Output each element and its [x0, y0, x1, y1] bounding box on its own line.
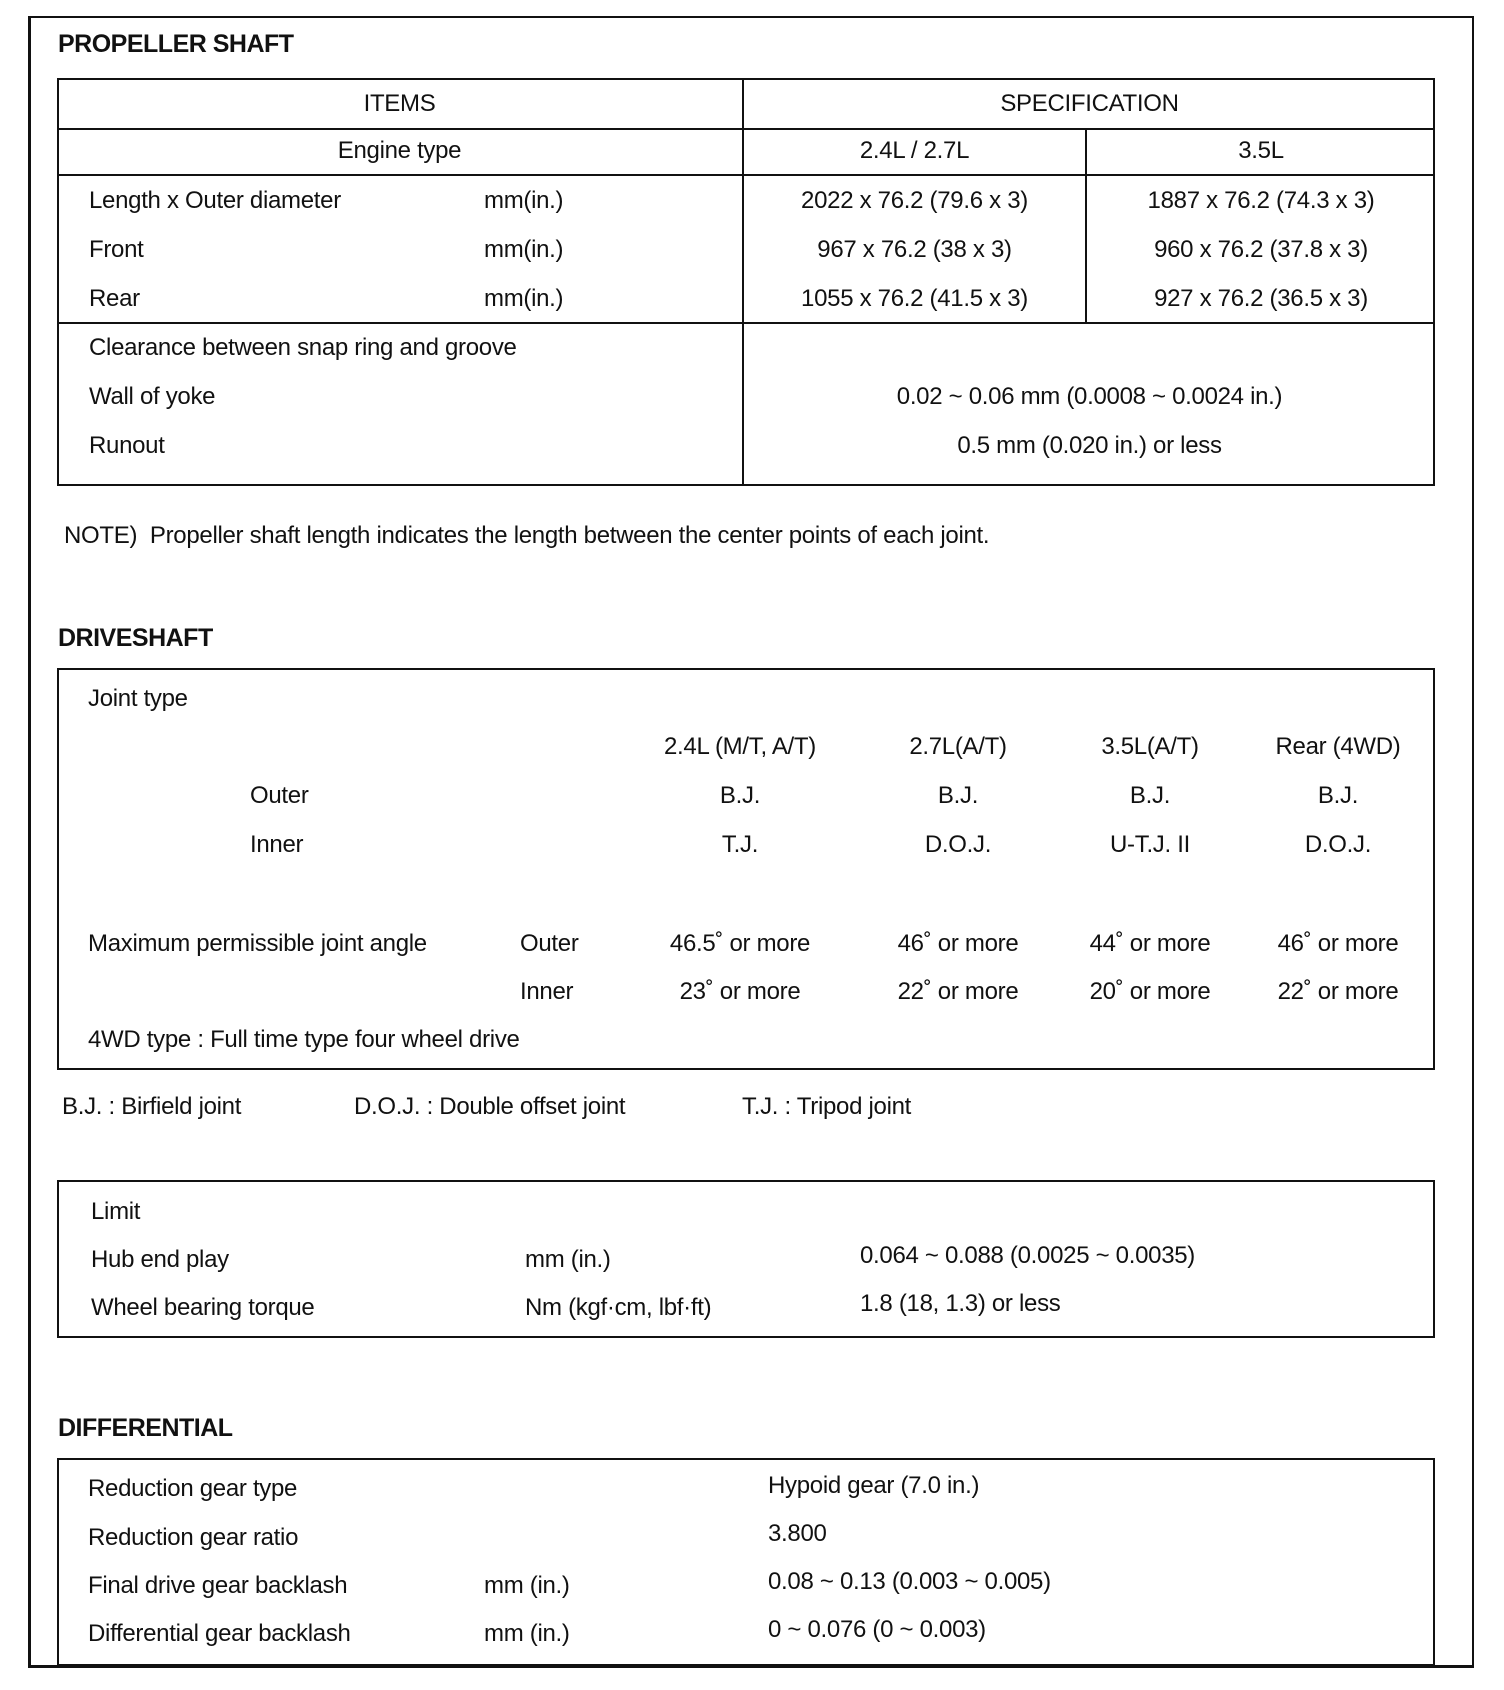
- row-unit: mm (in.): [484, 1572, 570, 1599]
- row-value: 0 ~ 0.076 (0 ~ 0.003): [768, 1616, 986, 1643]
- row-value: 0.064 ~ 0.088 (0.0025 ~ 0.0035): [860, 1242, 1195, 1269]
- row-value: D.O.J.: [924, 831, 992, 858]
- row-value: 1.8 (18, 1.3) or less: [860, 1290, 1061, 1317]
- legend-item: D.O.J. : Double offset joint: [354, 1093, 626, 1120]
- row-label: Outer: [520, 930, 579, 957]
- row-value-1: 1055 x 76.2 (41.5 x 3): [801, 285, 1028, 312]
- row-label: Inner: [250, 831, 304, 858]
- row-value: Hypoid gear (7.0 in.): [768, 1472, 980, 1499]
- row-value: 0.08 ~ 0.13 (0.003 ~ 0.005): [768, 1568, 1051, 1595]
- row-value: 0.5 mm (0.020 in.) or less: [957, 432, 1222, 459]
- row-value-2: 960 x 76.2 (37.8 x 3): [1154, 236, 1368, 263]
- row-item: Front: [89, 236, 144, 263]
- row-value: 46˚ or more: [897, 930, 1019, 957]
- row-unit: mm (in.): [484, 1620, 570, 1647]
- row-value-1: 2022 x 76.2 (79.6 x 3): [801, 187, 1028, 214]
- limit-label: Limit: [91, 1198, 141, 1225]
- row-item: Clearance between snap ring and groove: [89, 334, 517, 361]
- row-item: Wheel bearing torque: [91, 1294, 315, 1321]
- row-item: Runout: [89, 432, 165, 459]
- row-unit: mm(in.): [484, 285, 564, 312]
- column-header: 3.5L(A/T): [1101, 733, 1199, 760]
- row-value-1: 967 x 76.2 (38 x 3): [817, 236, 1012, 263]
- propeller-shaft-title: PROPELLER SHAFT: [58, 30, 294, 58]
- driveshaft-title: DRIVESHAFT: [58, 624, 213, 652]
- row-value: 22˚ or more: [1277, 978, 1399, 1005]
- row-item: Wall of yoke: [89, 383, 216, 410]
- row-item: Rear: [89, 285, 140, 312]
- column-header: 2.7L(A/T): [909, 733, 1007, 760]
- row-item: Reduction gear ratio: [88, 1524, 299, 1551]
- joint-type-label: Joint type: [88, 685, 188, 712]
- subheader-col2: 3.5L: [1238, 137, 1284, 164]
- row-value: 46˚ or more: [1277, 930, 1399, 957]
- row-value: B.J.: [719, 782, 761, 809]
- row-label: Inner: [520, 978, 574, 1005]
- legend-item: T.J. : Tripod joint: [742, 1093, 912, 1120]
- row-value: U-T.J. II: [1110, 831, 1190, 858]
- row-unit: Nm (kgf·cm, lbf·ft): [525, 1294, 712, 1321]
- row-value: B.J.: [1317, 782, 1359, 809]
- row-value: 44˚ or more: [1089, 930, 1211, 957]
- driveshaft-table: [57, 668, 1435, 1070]
- row-item: Final drive gear backlash: [88, 1572, 348, 1599]
- differential-title: DIFFERENTIAL: [58, 1414, 233, 1442]
- row-item: Hub end play: [91, 1246, 229, 1273]
- subheader-col1: 2.4L / 2.7L: [859, 137, 970, 164]
- row-value: 20˚ or more: [1089, 978, 1211, 1005]
- row-item: Length x Outer diameter: [89, 187, 341, 214]
- header-specification: SPECIFICATION: [1000, 90, 1179, 117]
- row-value: 3.800: [768, 1520, 827, 1547]
- table-divider: [57, 322, 1435, 324]
- legend-item: B.J. : Birfield joint: [62, 1093, 242, 1120]
- row-value-2: 1887 x 76.2 (74.3 x 3): [1147, 187, 1375, 214]
- row-value: 22˚ or more: [897, 978, 1019, 1005]
- row-value-2: 927 x 76.2 (36.5 x 3): [1154, 285, 1368, 312]
- propeller-shaft-note: NOTE) Propeller shaft length indicates the length between the center points of each joint.: [64, 522, 990, 549]
- row-value: 0.02 ~ 0.06 mm (0.0008 ~ 0.0024 in.): [896, 383, 1283, 410]
- row-value: B.J.: [937, 782, 979, 809]
- column-header: 2.4L (M/T, A/T): [664, 733, 816, 760]
- row-value: 46.5˚ or more: [669, 930, 811, 957]
- angle-label: Maximum permissible joint angle: [88, 930, 427, 957]
- row-unit: mm (in.): [525, 1246, 611, 1273]
- table-divider: [57, 174, 1435, 176]
- row-value: D.O.J.: [1304, 831, 1372, 858]
- row-item: Reduction gear type: [88, 1475, 298, 1502]
- table-divider: [57, 128, 1435, 130]
- row-value: 23˚ or more: [679, 978, 801, 1005]
- header-items: ITEMS: [363, 90, 436, 117]
- row-unit: mm(in.): [484, 236, 564, 263]
- column-header: Rear (4WD): [1275, 733, 1401, 760]
- row-value: T.J.: [721, 831, 759, 858]
- row-item: Differential gear backlash: [88, 1620, 351, 1647]
- subheader-engine-type: Engine type: [337, 137, 462, 164]
- fourwd-note: 4WD type : Full time type four wheel drive: [88, 1026, 520, 1053]
- row-unit: mm(in.): [484, 187, 564, 214]
- row-label: Outer: [250, 782, 309, 809]
- row-value: B.J.: [1129, 782, 1171, 809]
